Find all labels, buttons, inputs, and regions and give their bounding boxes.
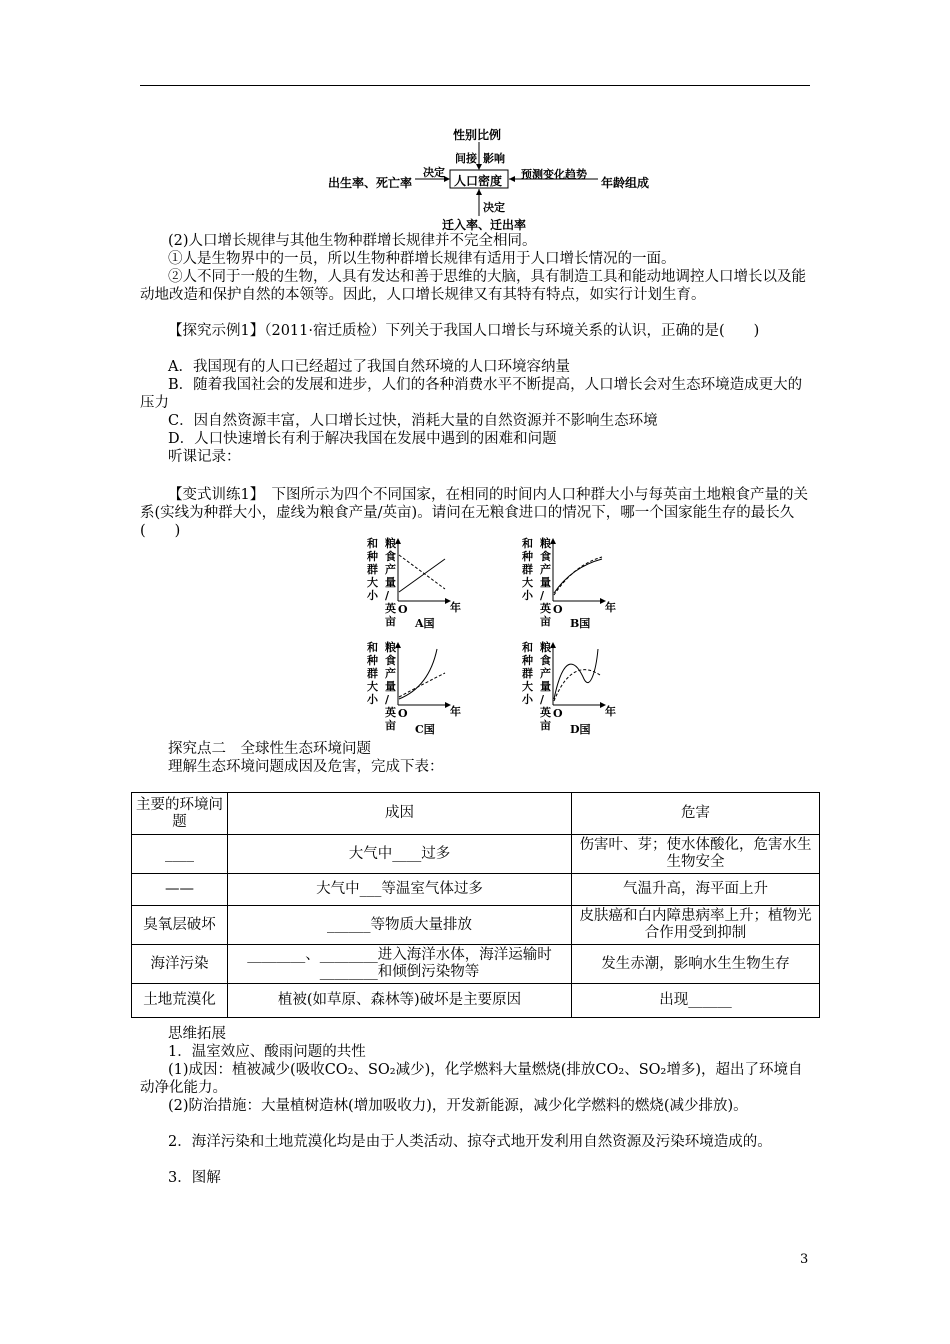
- graph-d: [521, 640, 616, 736]
- svg-text:产: 产: [385, 563, 396, 576]
- svg-text:群: 群: [522, 667, 533, 680]
- graph-c-origin: O: [398, 707, 408, 720]
- svg-text:和: 和: [522, 537, 533, 550]
- graph-a-caption: A国: [415, 617, 435, 630]
- svg-text:种: 种: [367, 654, 378, 667]
- option-c: C．因自然资源丰富，人口增长过快，消耗大量的自然资源并不影响生态环境: [168, 413, 658, 429]
- svg-text:和: 和: [522, 641, 533, 654]
- svg-text:群: 群: [522, 563, 533, 576]
- diagram-birth-death-rate: 出生率、死亡率: [328, 176, 413, 190]
- graph-d-origin: O: [553, 707, 563, 720]
- graph-a-ylabel-2: 群: [367, 563, 378, 576]
- svg-text:量: 量: [540, 680, 551, 693]
- table-cell: 发生赤潮，影响水生生物生存: [572, 945, 820, 984]
- diagram-edge-predict: 预测变化趋势: [521, 168, 587, 181]
- graph-a-ylabel-1: 种: [367, 550, 378, 563]
- table-header: 成因: [228, 793, 572, 835]
- diagram-sex-ratio: 性别比例: [453, 128, 502, 142]
- paragraph-point-1: ①人是生物界中的一员，所以生物种群增长规律有适用于人口增长情况的一面。: [168, 251, 676, 267]
- svg-text:小: 小: [367, 693, 378, 706]
- section-2-title: 探究点二 全球性生态环境问题: [168, 741, 371, 757]
- graph-c-food-line: [399, 673, 445, 697]
- svg-text:量: 量: [540, 576, 551, 589]
- graph-a-and: 和: [367, 537, 378, 550]
- svg-text:大: 大: [367, 680, 378, 693]
- svg-text:亩: 亩: [385, 615, 396, 628]
- graph-a-ylabel-3: 大: [367, 576, 378, 589]
- diagram-center-density: 人口密度: [454, 174, 503, 188]
- table-row: [132, 906, 820, 945]
- variant-question: 【变式训练1】 下图所示为四个不同国家，在相同的时间内人口种群大小与每英亩土地粮食产量的关系(实线为种群大小，虚线为粮食产量/英亩)。请问在无粮食进口的情况下，哪一个国家能生存的最长久( ): [140, 487, 808, 539]
- section-2-instruction: 理解生态环境问题成因及危害，完成下表：: [168, 759, 444, 775]
- option-b: B．随着我国社会的发展和进步，人们的各种消费水平不断提高，人口增长会对生态环境造成更大的压力: [140, 377, 803, 411]
- table-cell: 土地荒漠化: [132, 984, 228, 1018]
- svg-text:种: 种: [522, 550, 533, 563]
- graph-a: [366, 537, 461, 630]
- graph-b-food-line: [554, 557, 602, 595]
- svg-text:产: 产: [540, 667, 551, 680]
- graph-a-population-line: [399, 559, 445, 592]
- table-row: [132, 984, 820, 1018]
- svg-text:小: 小: [522, 589, 533, 602]
- thinking-point-1-measures: (2)防治措施：大量植树造林(增加吸收力)，开发新能源，减少化学燃料的燃烧(减少排放)。: [168, 1098, 748, 1114]
- svg-text:种: 种: [522, 654, 533, 667]
- example-question: 【探究示例1】（2011·宿迁质检）下列关于我国人口增长与环境关系的认识，正确的是( ): [168, 323, 760, 339]
- table-cell: 伤害叶、芽；使水体酸化，危害水生生物安全: [572, 835, 820, 874]
- table-row: [132, 835, 820, 874]
- table-cell: 大气中___等温室气体过多: [228, 874, 572, 906]
- country-graphs: [355, 537, 625, 745]
- graph-c: [366, 640, 461, 736]
- svg-text:粮: 粮: [540, 537, 551, 550]
- graph-c-xlabel: 年: [450, 705, 461, 718]
- svg-text:食: 食: [540, 654, 551, 667]
- paragraph-point-2: ②人不同于一般的生物，人具有发达和善于思维的大脑，具有制造工具和能动地调控人口增长以及能动地改造和保护自然的本领等。因此，人口增长规律又有其特有特点，如实行计划生育。: [140, 269, 806, 303]
- graph-a-food-line: [399, 555, 445, 589]
- table-header-row: [132, 793, 820, 835]
- svg-text:亩: 亩: [385, 719, 396, 732]
- svg-text:粮: 粮: [540, 641, 551, 654]
- graph-d-population-line: [554, 649, 598, 699]
- graph-d-xlabel: 年: [605, 705, 616, 718]
- diagram-edge-indirect: 间接: [455, 152, 477, 165]
- thinking-point-1: 1．温室效应、酸雨问题的共性: [168, 1044, 366, 1060]
- table-cell: 海洋污染: [132, 945, 228, 984]
- diagram-edge-decide-bottom: 决定: [483, 201, 505, 214]
- table-cell: 臭氧层破坏: [132, 906, 228, 945]
- thinking-point-1-cause: (1)成因：植被减少(吸收CO₂、SO₂减少)，化学燃料大量燃烧(排放CO₂、SO₂增多)，超出了环境自动净化能力。: [140, 1062, 803, 1096]
- svg-text:食: 食: [385, 654, 396, 667]
- graph-b-population-line: [554, 559, 602, 593]
- svg-text:/: /: [385, 589, 390, 602]
- paragraph-population-law: (2)人口增长规律与其他生物种群增长规律并不完全相同。: [168, 233, 537, 249]
- svg-text:大: 大: [522, 576, 533, 589]
- diagram-migration-rate: 迁入率、迁出率: [442, 218, 527, 232]
- svg-text:亩: 亩: [540, 719, 551, 732]
- svg-text:量: 量: [385, 680, 396, 693]
- diagram-edge-influence: 影响: [483, 152, 505, 165]
- table-row: [132, 874, 820, 906]
- svg-text:英: 英: [385, 706, 396, 719]
- svg-text:食: 食: [385, 550, 396, 563]
- option-d: D．人口快速增长有利于解决我国在发展中遇到的困难和问题: [168, 431, 557, 447]
- svg-text:英: 英: [385, 602, 396, 615]
- diagram-edge-decide-left: 决定: [423, 166, 445, 179]
- option-a: A．我国现有的人口已经超过了我国自然环境的人口环境容纳量: [168, 359, 570, 375]
- graph-a-xlabel: 年: [450, 601, 461, 614]
- graph-c-population-line: [399, 649, 437, 699]
- svg-text:大: 大: [522, 680, 533, 693]
- graph-a-ylabel-4: 小: [367, 589, 378, 602]
- table-cell: 皮肤癌和白内障患病率上升；植物光合作用受到抑制: [572, 906, 820, 945]
- svg-text:/: /: [540, 693, 545, 706]
- graph-b-origin: O: [553, 603, 563, 616]
- svg-text:产: 产: [540, 563, 551, 576]
- table-cell: 气温升高，海平面上升: [572, 874, 820, 906]
- diagram-age-structure: 年龄组成: [601, 176, 650, 190]
- environment-problems-table: [131, 792, 820, 1018]
- header-rule: [140, 85, 810, 86]
- svg-text:/: /: [540, 589, 545, 602]
- graph-b-xlabel: 年: [605, 601, 616, 614]
- svg-text:产: 产: [385, 667, 396, 680]
- svg-text:和: 和: [367, 641, 378, 654]
- svg-text:/: /: [385, 693, 390, 706]
- thinking-point-2: 2．海洋污染和土地荒漠化均是由于人类活动、掠夺式地开发利用自然资源及污染环境造成的。: [168, 1134, 772, 1150]
- svg-text:食: 食: [540, 550, 551, 563]
- graph-a-origin: O: [398, 603, 408, 616]
- svg-text:英: 英: [540, 706, 551, 719]
- class-notes-label: 听课记录：: [168, 449, 241, 465]
- table-header: 主要的环境问题: [132, 793, 228, 835]
- graph-b: [521, 537, 616, 630]
- svg-text:小: 小: [522, 693, 533, 706]
- thinking-title: 思维拓展: [168, 1026, 226, 1042]
- table-cell: ____: [132, 835, 228, 874]
- table-cell: ________、________进入海洋水体，海洋运输时________和倾倒污染物等: [228, 945, 572, 984]
- graph-d-caption: D国: [570, 723, 591, 736]
- svg-text:群: 群: [367, 667, 378, 680]
- table-cell: ——: [132, 874, 228, 906]
- table-header: 危害: [572, 793, 820, 835]
- table-cell: ______等物质大量排放: [228, 906, 572, 945]
- svg-text:亩: 亩: [540, 615, 551, 628]
- table-row: [132, 945, 820, 984]
- svg-text:粮: 粮: [385, 641, 396, 654]
- graph-b-caption: B国: [570, 617, 591, 630]
- thinking-point-3: 3．图解: [168, 1170, 221, 1186]
- table-cell: 大气中____过多: [228, 835, 572, 874]
- table-cell: 出现______: [572, 984, 820, 1018]
- svg-text:粮: 粮: [385, 537, 396, 550]
- svg-text:量: 量: [385, 576, 396, 589]
- graph-c-caption: C国: [415, 723, 435, 736]
- page-number: 3: [800, 1252, 809, 1267]
- table-cell: 植被(如草原、森林等)破坏是主要原因: [228, 984, 572, 1018]
- svg-text:英: 英: [540, 602, 551, 615]
